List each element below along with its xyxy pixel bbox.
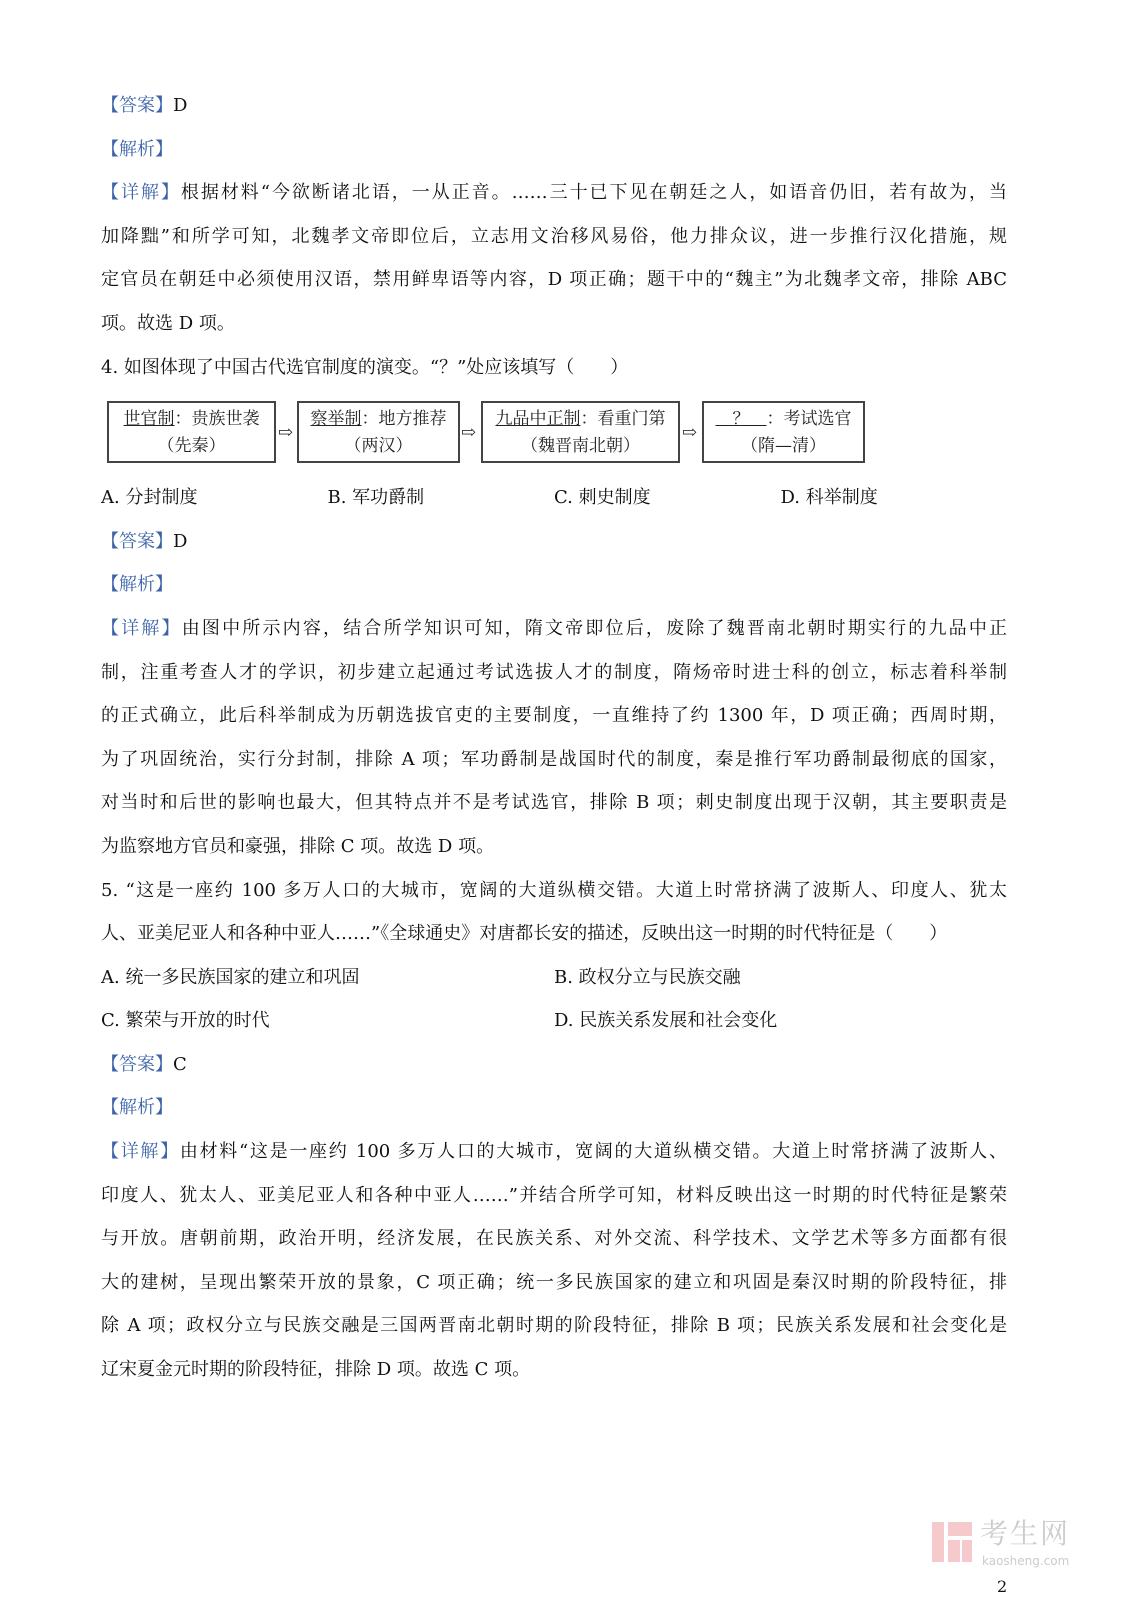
q5-detail-line: 大的建树，呈现出繁荣开放的景象，C 项正确；统一多民族国家的建立和巩固是秦汉时期的阶段特征，排 — [101, 1271, 1007, 1293]
document-page — [101, 84, 1007, 1392]
q4-detail-line: 【详解】由图中所示内容，结合所学知识可知，隋文帝即位后，废除了魏晋南北朝时期实行的九品中正 — [101, 617, 1008, 639]
watermark-cn: 考生网 — [980, 1517, 1071, 1550]
q5-stem-line: 人、亚美尼亚人和各种中亚人……”《全球通史》对唐都长安的描述，反映出这一时期的时代特征是（ ） — [101, 923, 948, 945]
q5-options — [101, 956, 1007, 1000]
kaosheng-logo-icon — [932, 1522, 972, 1562]
q3-detail-line: 项。故选 D 项。 — [101, 312, 235, 334]
q3-detail-line: 【详解】根据材料“今欲断诸北语，一从正音。……三十已下见在朝廷之人，如语音仍旧，若有故为，当 — [101, 182, 1007, 204]
arrow-icon: ⇨ — [682, 422, 698, 444]
diagram-box: 世官制：贵族世袭 （先秦） — [107, 401, 276, 463]
q5-detail-line: 印度人、犹太人、亚美尼亚人和各种中亚人……”并结合所学可知，材料反映出这一时期的时代特征是繁荣 — [101, 1184, 1007, 1206]
q5-detail-line: 除 A 项；政权分立与民族交融是三国两晋南北朝时期的阶段特征，排除 B 项；民族关系发展和社会变化是 — [101, 1315, 1007, 1337]
diagram-box: 察举制：地方推荐 （两汉） — [297, 401, 460, 463]
q5-options — [101, 999, 1007, 1043]
option-b: B. 军功爵制 — [327, 487, 425, 509]
option-d: D. 民族关系发展和社会变化 — [554, 1010, 778, 1032]
q3-analysis-label: 【解析】 — [101, 138, 173, 160]
q3-detail-line: 加降黜”和所学可知，北魏孝文帝即位后，立志用文治移风易俗，他力排众议，进一步推行汉化措施，规 — [101, 225, 1007, 247]
diagram-box: ？ ：考试选官 （隋—清） — [702, 401, 865, 463]
arrow-icon: ⇨ — [278, 422, 294, 444]
q5-detail-line: 辽宋夏金元时期的阶段特征，排除 D 项。故选 C 项。 — [101, 1359, 531, 1381]
option-a: A. 统一多民族国家的建立和巩固 — [101, 966, 360, 988]
q4-detail-line: 制，注重考查人才的学识，初步建立起通过考试选拔人才的制度，隋炀帝时进士科的创立，标志着科举制 — [101, 661, 1007, 683]
page-number: 2 — [997, 1577, 1008, 1596]
option-b: B. 政权分立与民族交融 — [554, 966, 741, 988]
q4-detail-line: 为了巩固统治，实行分封制，排除 A 项；军功爵制是战国时代的制度，秦是推行军功爵制最彻底的国家， — [101, 748, 1007, 770]
q3-detail-line: 定官员在朝廷中必须使用汉语，禁用鲜卑语等内容，D 项正确；题干中的“魏主”为北魏孝文帝，排除 ABC — [101, 269, 1007, 291]
q4-detail-line: 对当时和后世的影响也最大，但其特点并不是考试选官，排除 B 项；刺史制度出现于汉朝，其主要职责是 — [101, 792, 1007, 814]
watermark — [932, 1518, 1102, 1570]
q5-stem-line: 5. “这是一座约 100 多万人口的大城市，宽阔的大道纵横交错。大道上时常挤满了波斯人、印度人、犹太 — [101, 879, 1007, 901]
option-a: A. 分封制度 — [101, 487, 198, 509]
option-c: C. 繁荣与开放的时代 — [101, 1010, 270, 1032]
q5-answer: 【答案】C — [101, 1053, 187, 1075]
q4-diagram — [101, 389, 1007, 476]
diagram-box: 九品中正制：看重门第 （魏晋南北朝） — [481, 401, 680, 463]
q4-analysis-label: 【解析】 — [101, 574, 173, 596]
q4-options — [101, 476, 1007, 520]
q5-detail-line: 【详解】由材料“这是一座约 100 多万人口的大城市，宽阔的大道纵横交错。大道上时常挤满了波斯人、 — [101, 1141, 1008, 1163]
q4-answer: 【答案】D — [101, 530, 188, 552]
q4-stem: 4. 如图体现了中国古代选官制度的演变。“？”处应该填写（ ） — [101, 356, 629, 378]
q5-analysis-label: 【解析】 — [101, 1097, 173, 1119]
watermark-en: kaosheng.com — [982, 1554, 1070, 1568]
option-d: D. 科举制度 — [780, 487, 878, 509]
q4-detail-line: 的正式确立，此后科举制成为历朝选拔官吏的主要制度，一直维持了约 1300 年，D 项正确；西周时期， — [101, 705, 1007, 727]
option-c: C. 刺史制度 — [554, 487, 651, 509]
q4-detail-line: 为监察地方官员和豪强，排除 C 项。故选 D 项。 — [101, 835, 495, 857]
q3-answer: 【答案】D — [101, 95, 188, 116]
arrow-icon: ⇨ — [461, 422, 477, 444]
q5-detail-line: 与开放。唐朝前期，政治开明，经济发展，在民族关系、对外交流、科学技术、文学艺术等多方面都有很 — [101, 1228, 1007, 1250]
